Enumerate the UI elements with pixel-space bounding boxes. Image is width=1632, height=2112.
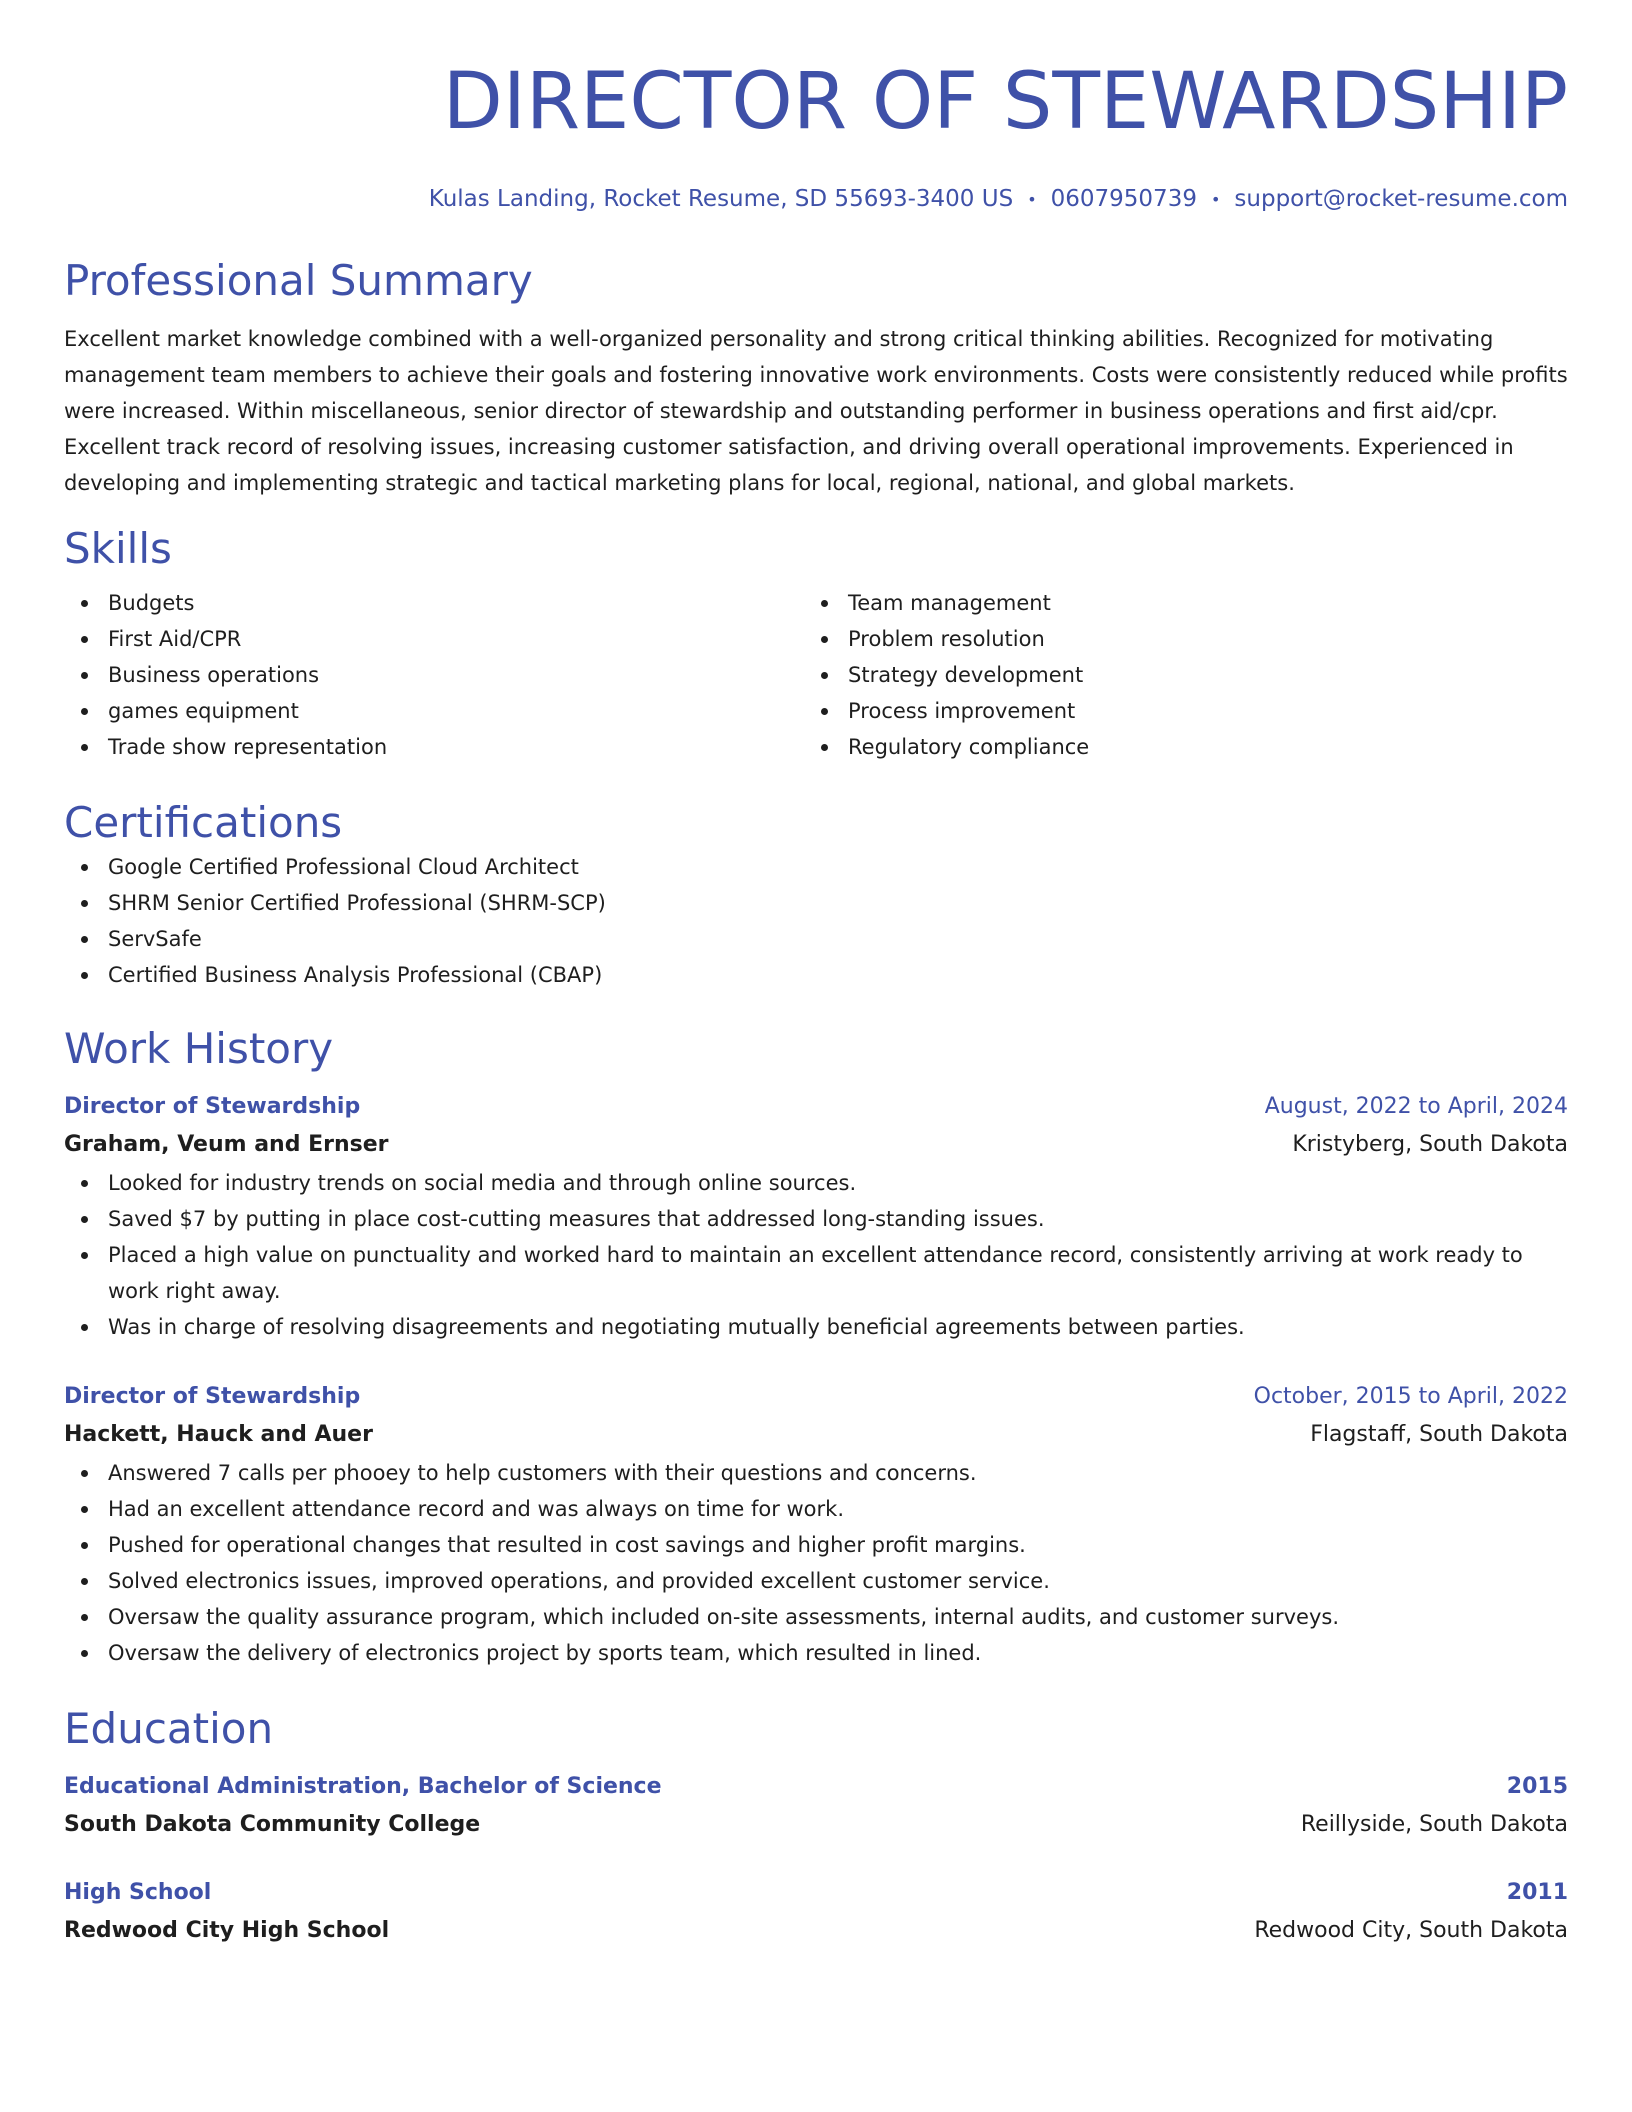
- resume-header: [64, 56, 1568, 215]
- certifications-heading: Certifications: [64, 797, 343, 847]
- education-school: South Dakota Community College: [64, 1811, 481, 1837]
- work-bullet: Solved electronics issues, improved operations, and provided excellent customer service.: [64, 1563, 1568, 1599]
- education-entry: [64, 1769, 1568, 1845]
- contact-line: [64, 184, 1568, 215]
- work-dates: October, 2015 to April, 2022: [1253, 1383, 1568, 1409]
- skills-section: [64, 523, 1568, 765]
- contact-email[interactable]: support@rocket-resume.com: [1234, 186, 1568, 212]
- skills-heading: Skills: [64, 523, 172, 573]
- summary-heading: Professional Summary: [64, 255, 533, 305]
- work-bullet: Answered 7 calls per phooey to help customers with their questions and concerns.: [64, 1455, 1568, 1491]
- skill-item: Business operations: [64, 657, 804, 693]
- work-bullet: Looked for industry trends on social media and through online sources.: [64, 1165, 1568, 1201]
- summary-text: Excellent market knowledge combined with a well-organized personality and strong critical thinking abilities. Recognized for motivating management team members to achieve their goals and fostering innovative work environments. Costs were consistently reduced while profits were increased. Within miscellaneous, senior director of stewardship and outstanding performer in business operations and first aid/cpr. Excellent track record of resolving issues, increasing customer satisfaction, and driving overall operational improvements. Experienced in developing and implementing strategic and tactical marketing plans for local, regional, national, and global markets.: [64, 326, 1568, 495]
- certification-item: SHRM Senior Certified Professional (SHRM-SCP): [64, 885, 1568, 921]
- work-entry-header: [64, 1379, 1568, 1415]
- certifications-section: [64, 797, 1568, 993]
- education-entry: [64, 1875, 1568, 1951]
- education-degree: High School: [64, 1879, 212, 1905]
- skill-item: Problem resolution: [804, 621, 1544, 657]
- education-location: Reillyside, South Dakota: [1300, 1811, 1568, 1837]
- work-bullet: Had an excellent attendance record and was always on time for work.: [64, 1491, 1568, 1527]
- work-bullet: Was in charge of resolving disagreements and negotiating mutually beneficial agreements between parties.: [64, 1309, 1568, 1345]
- contact-separator: •: [1210, 189, 1221, 209]
- skill-item: First Aid/CPR: [64, 621, 804, 657]
- skills-list-right: [804, 585, 1544, 765]
- skills-grid: [64, 585, 1568, 765]
- work-entry-header: [64, 1089, 1568, 1125]
- skill-item: Trade show representation: [64, 729, 804, 765]
- certification-item: Certified Business Analysis Professional (CBAP): [64, 957, 1568, 993]
- work-bullets: [64, 1455, 1568, 1671]
- work-location: Flagstaff, South Dakota: [1310, 1421, 1568, 1447]
- certification-item: ServSafe: [64, 921, 1568, 957]
- work-bullet: Oversaw the delivery of electronics project by sports team, which resulted in lined.: [64, 1635, 1568, 1671]
- certification-item: Google Certified Professional Cloud Architect: [64, 849, 1568, 885]
- work-bullet: Pushed for operational changes that resulted in cost savings and higher profit margins.: [64, 1527, 1568, 1563]
- education-school: Redwood City High School: [64, 1917, 390, 1943]
- work-role: Director of Stewardship: [64, 1383, 361, 1409]
- certifications-list: [64, 849, 1568, 993]
- contact-separator: •: [1027, 189, 1037, 209]
- work-history-section: [64, 1023, 1568, 1671]
- skill-item: games equipment: [64, 693, 804, 729]
- work-entry-subheader: [64, 1125, 1568, 1165]
- education-entry-subheader: [64, 1805, 1568, 1845]
- work-company: Graham, Veum and Ernser: [64, 1131, 389, 1157]
- skills-list-left: [64, 585, 804, 765]
- education-section: [64, 1703, 1568, 1951]
- work-location: Kristyberg, South Dakota: [1292, 1131, 1568, 1157]
- work-bullets: [64, 1165, 1568, 1345]
- skill-item: Regulatory compliance: [804, 729, 1544, 765]
- work-entry: [64, 1379, 1568, 1671]
- job-title: DIRECTOR OF STEWARDSHIP: [442, 57, 1568, 147]
- contact-phone: 0607950739: [1050, 186, 1197, 212]
- skill-item: Process improvement: [804, 693, 1544, 729]
- work-dates: August, 2022 to April, 2024: [1264, 1093, 1568, 1119]
- summary-section: [64, 255, 1568, 501]
- work-bullet: Placed a high value on punctuality and worked hard to maintain an excellent attendance record, consistently arriving at work ready to work right away.: [64, 1237, 1568, 1309]
- education-heading: Education: [64, 1703, 274, 1753]
- work-role: Director of Stewardship: [64, 1093, 361, 1119]
- education-year: 2011: [1506, 1879, 1568, 1905]
- work-entry-subheader: [64, 1415, 1568, 1455]
- contact-address: Kulas Landing, Rocket Resume, SD 55693-3400 US: [428, 186, 1014, 212]
- education-entry-header: [64, 1769, 1568, 1805]
- education-year: 2015: [1506, 1773, 1568, 1799]
- education-degree: Educational Administration, Bachelor of Science: [64, 1773, 662, 1799]
- skill-item: Budgets: [64, 585, 804, 621]
- work-entry: [64, 1089, 1568, 1345]
- skill-item: Strategy development: [804, 657, 1544, 693]
- education-location: Redwood City, South Dakota: [1254, 1917, 1568, 1943]
- skill-item: Team management: [804, 585, 1544, 621]
- work-history-heading: Work History: [64, 1023, 334, 1073]
- work-bullet: Saved $7 by putting in place cost-cutting measures that addressed long-standing issues.: [64, 1201, 1568, 1237]
- work-company: Hackett, Hauck and Auer: [64, 1421, 373, 1447]
- education-entry-subheader: [64, 1911, 1568, 1951]
- work-bullet: Oversaw the quality assurance program, which included on-site assessments, internal audits, and customer surveys.: [64, 1599, 1568, 1635]
- education-entry-header: [64, 1875, 1568, 1911]
